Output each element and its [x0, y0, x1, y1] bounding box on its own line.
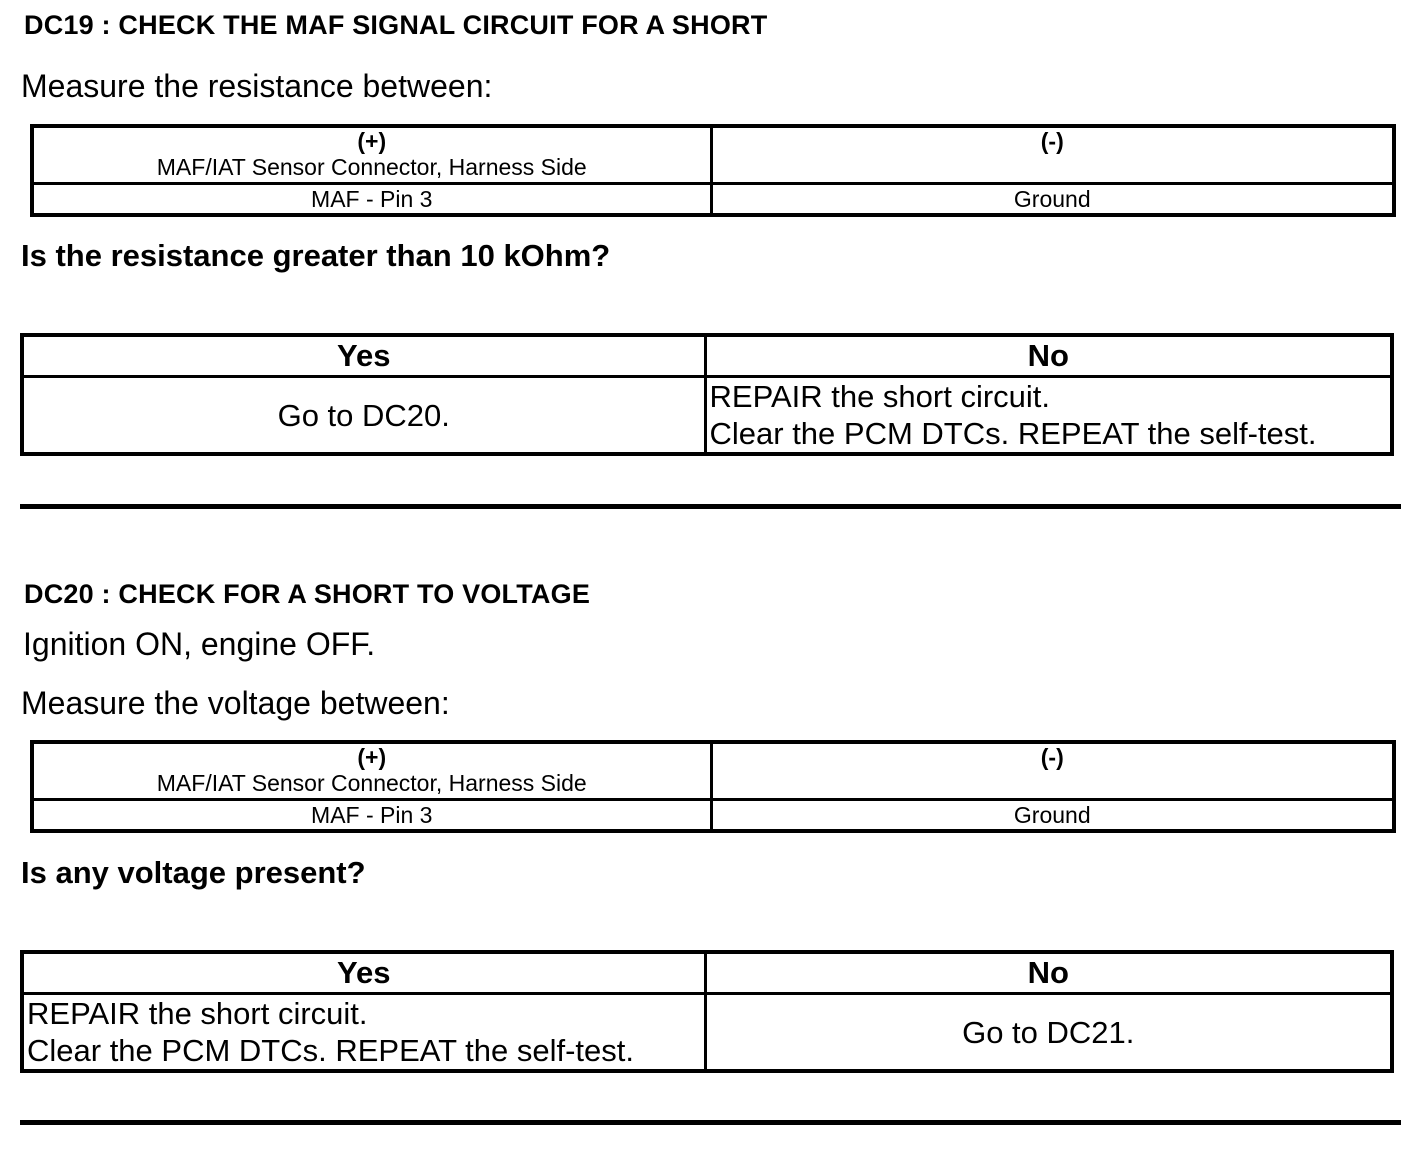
dc20-no-header: No: [705, 952, 1392, 994]
dc20-yes-line-1: REPAIR the short circuit.: [27, 996, 368, 1031]
dc20-no-action: Go to DC21.: [705, 994, 1392, 1072]
dc20-yes-line-2: Clear the PCM DTCs. REPEAT the self-test.: [27, 1033, 634, 1068]
positive-connector-label: MAF/IAT Sensor Connector, Harness Side: [156, 154, 587, 180]
dc19-positive-pin: MAF - Pin 3: [32, 184, 711, 216]
dc19-positive-header: [32, 126, 711, 184]
section-divider: [20, 1120, 1401, 1125]
dc20-answer-table: [20, 950, 1394, 1073]
dc19-negative-header: [711, 126, 1394, 184]
dc20-step-title: DC20 : CHECK FOR A SHORT TO VOLTAGE: [24, 579, 591, 609]
dc20-instruction-measure: Measure the voltage between:: [21, 685, 450, 721]
dc20-positive-header: [32, 742, 711, 800]
dc20-instruction-ignition: Ignition ON, engine OFF.: [23, 626, 376, 662]
dc19-instruction: Measure the resistance between:: [21, 68, 493, 104]
dc19-no-action: [705, 377, 1392, 455]
dc20-yes-action: [22, 994, 705, 1072]
dc19-no-header: No: [705, 335, 1392, 377]
dc19-step-title: DC19 : CHECK THE MAF SIGNAL CIRCUIT FOR A SHORT: [24, 10, 768, 40]
dc19-measurement-table: [30, 124, 1396, 217]
dc19-question: Is the resistance greater than 10 kOhm?: [21, 238, 611, 273]
positive-sign: (+): [357, 744, 387, 770]
dc19-no-line-1: REPAIR the short circuit.: [709, 379, 1051, 414]
positive-sign: (+): [357, 128, 387, 154]
dc19-yes-action: Go to DC20.: [22, 377, 705, 455]
dc19-yes-header: Yes: [22, 335, 705, 377]
dc20-positive-pin: MAF - Pin 3: [32, 800, 711, 832]
dc20-question: Is any voltage present?: [21, 855, 366, 890]
dc20-yes-header: Yes: [22, 952, 705, 994]
positive-connector-label: MAF/IAT Sensor Connector, Harness Side: [156, 770, 587, 796]
negative-sign: (-): [1040, 128, 1064, 154]
dc20-measurement-table: [30, 740, 1396, 833]
dc19-negative-pin: Ground: [711, 184, 1394, 216]
section-divider: [20, 504, 1401, 509]
negative-sign: (-): [1040, 744, 1064, 770]
dc19-no-line-2: Clear the PCM DTCs. REPEAT the self-test.: [709, 416, 1317, 451]
dc20-negative-pin: Ground: [711, 800, 1394, 832]
dc19-answer-table: [20, 333, 1394, 456]
dc20-negative-header: [711, 742, 1394, 800]
